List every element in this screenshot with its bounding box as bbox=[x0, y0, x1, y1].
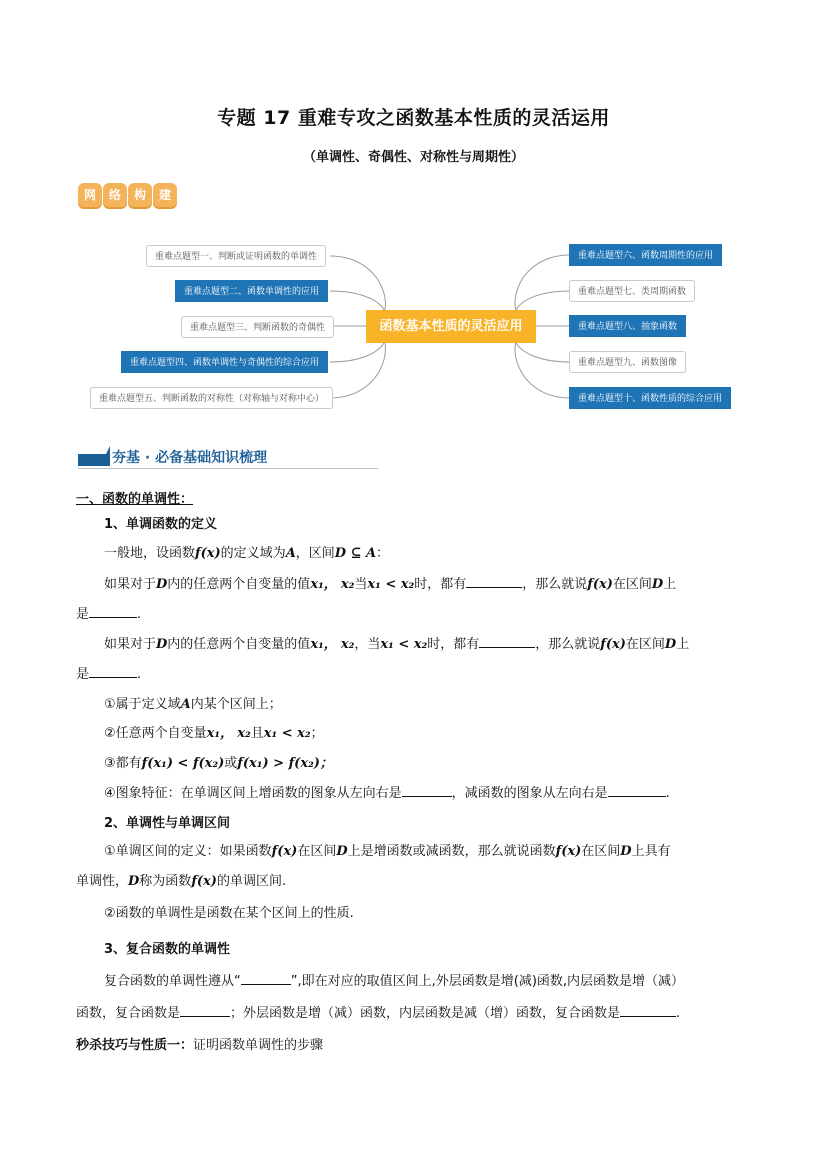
math-A: A bbox=[180, 697, 191, 712]
text: 上 bbox=[663, 577, 677, 592]
paragraph-composite-cont: 函数，复合函数是 ；外层函数是增（减）函数，内层函数是减（增）函数，复合函数是 . bbox=[76, 1006, 681, 1021]
fill-blank bbox=[89, 605, 137, 618]
section-header-title: 夯基 · 必备基础知识梳理 bbox=[112, 450, 268, 466]
point-1 bbox=[104, 693, 282, 712]
math-D: D bbox=[664, 637, 677, 652]
math-D: D bbox=[156, 637, 168, 652]
text: 当 bbox=[354, 577, 368, 592]
text: 如果对于 bbox=[104, 577, 157, 592]
math-x1-lt-x2: x₁ < x₂ bbox=[263, 726, 311, 741]
badge-char: 网 bbox=[78, 183, 102, 207]
math-x1-lt-x2: x₁ < x₂ bbox=[367, 577, 415, 592]
badge-char: 构 bbox=[128, 183, 152, 207]
text: 函数，复合函数是 bbox=[76, 1006, 181, 1021]
math-x2: x₂ bbox=[340, 577, 355, 592]
subheading-3: 3、复合函数的单调性 bbox=[104, 942, 231, 957]
math-x1: x₁， bbox=[310, 577, 337, 592]
paragraph-increasing-cont: 是 . bbox=[76, 607, 142, 622]
mindmap-item-right-1: 重难点题型六、函数周期性的应用 bbox=[569, 244, 722, 266]
math-fx: f(x) bbox=[555, 844, 582, 859]
text: 或 bbox=[224, 756, 238, 771]
text: 内某个区间上； bbox=[190, 697, 282, 712]
math-D: D bbox=[156, 577, 168, 592]
fill-blank bbox=[402, 784, 452, 797]
paragraph-decreasing-cont: 是 . bbox=[76, 667, 142, 682]
math-x1-lt-x2: x₁ < x₂ bbox=[380, 637, 428, 652]
paragraph-decreasing bbox=[104, 633, 689, 652]
text: 复合函数的单调性遵从“ bbox=[104, 974, 241, 989]
text: 的单调区间. bbox=[216, 874, 287, 889]
text: 称为函数 bbox=[139, 874, 192, 889]
page-subtitle: （单调性、奇偶性、对称性与周期性） bbox=[302, 150, 524, 165]
text: ③都有 bbox=[104, 756, 142, 771]
math-x2: x₂ bbox=[237, 726, 251, 741]
text: ①单调区间的定义：如果函数 bbox=[104, 844, 272, 859]
math-A: A bbox=[285, 546, 296, 561]
point-2: ②任意两个自变量x₁， x₂且x₁ < x₂； bbox=[104, 726, 324, 741]
math-fx: f(x) bbox=[195, 546, 221, 561]
text: 时，都有 bbox=[427, 637, 480, 652]
text: 单调性， bbox=[76, 874, 129, 889]
math-inequality-1: f(x₁) < f(x₂) bbox=[141, 756, 225, 771]
subheading-2: 2、单调性与单调区间 bbox=[104, 816, 231, 831]
fill-blank bbox=[608, 784, 666, 797]
tip-line bbox=[76, 1034, 323, 1053]
mind-map-connectors bbox=[0, 0, 827, 440]
math-D: D bbox=[128, 874, 140, 889]
mindmap-item-left-4: 重难点题型四、函数单调性与奇偶性的综合应用 bbox=[121, 351, 328, 373]
math-D: D bbox=[651, 577, 664, 592]
text: 上具有 bbox=[631, 844, 671, 859]
subheading-1: 1、单调函数的定义 bbox=[104, 517, 218, 532]
paragraph-local-property: ②函数的单调性是函数在某个区间上的性质. bbox=[104, 906, 354, 921]
paragraph-interval-def bbox=[104, 840, 671, 859]
math-x2: x₂ bbox=[340, 637, 355, 652]
text: ”,即在对应的取值区间上,外层函数是增(减)函数,内层函数是增（减） bbox=[290, 974, 685, 989]
math-D: D bbox=[336, 844, 348, 859]
fill-blank bbox=[241, 972, 291, 985]
math-inequality-2: f(x₁) > f(x₂)； bbox=[237, 756, 333, 771]
mindmap-item-right-2: 重难点题型七、类周期函数 bbox=[569, 280, 695, 302]
mindmap-item-left-2: 重难点题型二、函数单调性的应用 bbox=[175, 280, 328, 302]
math-x1: x₁， bbox=[206, 726, 234, 741]
text: ②任意两个自变量 bbox=[104, 726, 207, 741]
paragraph-interval-def-cont bbox=[76, 870, 286, 889]
text: 内的任意两个自变量的值 bbox=[167, 637, 311, 652]
mindmap-center: 函数基本性质的灵活应用 bbox=[366, 310, 536, 343]
math-fx: f(x) bbox=[600, 637, 626, 652]
text: 是 bbox=[76, 667, 90, 682]
mindmap-item-right-4: 重难点题型九、函数图像 bbox=[569, 351, 686, 373]
section-header bbox=[78, 446, 378, 470]
point-3 bbox=[104, 752, 333, 771]
text: 时，都有 bbox=[414, 577, 467, 592]
fill-blank bbox=[479, 635, 535, 648]
paragraph-definition-intro bbox=[104, 542, 389, 561]
text: 在区间 bbox=[612, 577, 652, 592]
text: 上 bbox=[676, 637, 690, 652]
fill-blank bbox=[620, 1004, 676, 1017]
text: ，当 bbox=[354, 637, 381, 652]
text: 在区间 bbox=[581, 844, 621, 859]
math-D: D bbox=[620, 844, 632, 859]
text: 上是增函数或减函数，那么就说函数 bbox=[347, 844, 556, 859]
text: 一般地，设函数 bbox=[104, 546, 196, 561]
section-header-accent bbox=[100, 446, 110, 466]
section-header-rule bbox=[78, 468, 378, 469]
math-fx: f(x) bbox=[587, 577, 613, 592]
mindmap-item-right-5: 重难点题型十、函数性质的综合应用 bbox=[569, 387, 731, 409]
page-title: 专题 17 重难专攻之函数基本性质的灵活运用 bbox=[217, 107, 610, 129]
text: 在区间 bbox=[297, 844, 337, 859]
mind-map bbox=[0, 0, 827, 440]
math-fx: f(x) bbox=[191, 874, 217, 889]
text: ，那么就说 bbox=[522, 577, 588, 592]
paragraph-increasing bbox=[104, 573, 676, 592]
tip-label: 秒杀技巧与性质一： bbox=[76, 1038, 194, 1053]
paragraph-composite bbox=[104, 970, 684, 989]
badge-char: 络 bbox=[103, 183, 127, 207]
badge-char: 建 bbox=[153, 183, 177, 207]
mindmap-item-left-5: 重难点题型五、判断函数的对称性（对称轴与对称中心） bbox=[90, 387, 333, 409]
mindmap-item-left-1: 重难点题型一、判断或证明函数的单调性 bbox=[146, 245, 326, 267]
fill-blank bbox=[89, 665, 137, 678]
fill-blank bbox=[180, 1004, 230, 1017]
text: 是 bbox=[76, 607, 90, 622]
text: ，那么就说 bbox=[535, 637, 601, 652]
math-fx: f(x) bbox=[271, 844, 298, 859]
mindmap-item-left-3: 重难点题型三、判断函数的奇偶性 bbox=[181, 316, 334, 338]
text: 在区间 bbox=[625, 637, 665, 652]
text: ，区间 bbox=[295, 546, 335, 561]
text: ；外层函数是增（减）函数，内层函数是减（增）函数，复合函数是 bbox=[230, 1006, 621, 1021]
math-x1: x₁， bbox=[310, 637, 337, 652]
heading-monotonicity: 一、函数的单调性： bbox=[76, 492, 194, 507]
text: ，减函数的图象从左向右是 bbox=[451, 786, 608, 801]
fill-blank bbox=[466, 575, 522, 588]
tip-text: 证明函数单调性的步骤 bbox=[193, 1038, 324, 1053]
text: 且 bbox=[250, 726, 264, 741]
text: 如果对于 bbox=[104, 637, 157, 652]
text: 的定义域为 bbox=[220, 546, 286, 561]
text: 内的任意两个自变量的值 bbox=[167, 577, 311, 592]
text: ： bbox=[376, 546, 390, 561]
text: ④图象特征：在单调区间上增函数的图象从左向右是 bbox=[104, 786, 402, 801]
math-DsubA: D ⊆ A bbox=[334, 546, 377, 561]
mindmap-item-right-3: 重难点题型八、抽象函数 bbox=[569, 315, 686, 337]
text: ①属于定义域 bbox=[104, 697, 181, 712]
point-4: ④图象特征：在单调区间上增函数的图象从左向右是 ，减函数的图象从左向右是 . bbox=[104, 786, 670, 801]
